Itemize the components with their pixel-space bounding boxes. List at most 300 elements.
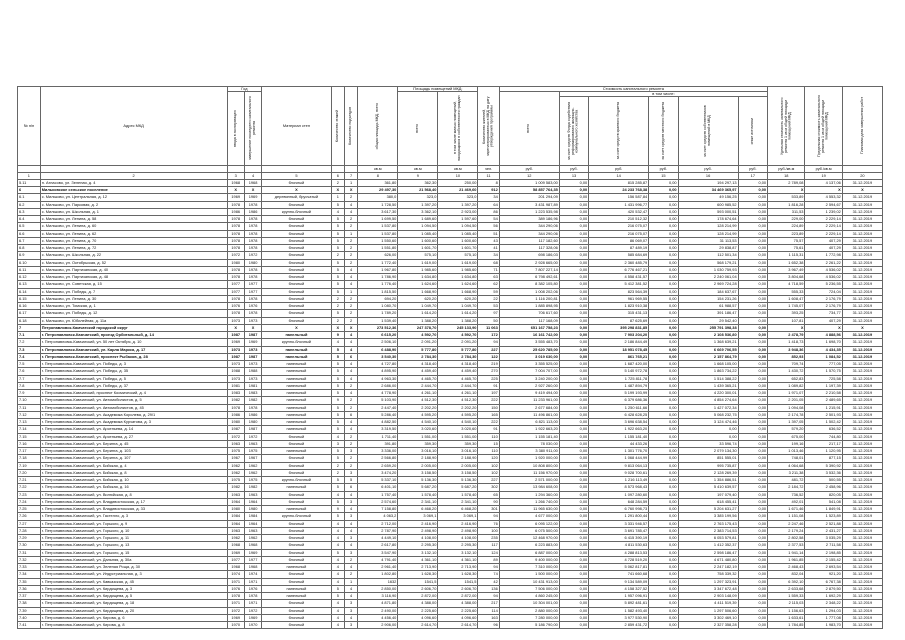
row-floors: 5 [331, 353, 344, 360]
row-total-area: 2 490,00 [358, 607, 398, 614]
row-floors: 1 [331, 194, 344, 201]
row-num: 6.5 [18, 223, 41, 230]
row-cost-all: 11 496 861,00 [499, 411, 559, 418]
row-cost-owners: 4 220 300,01 [678, 390, 738, 397]
row-cost-fund: 0,00 [559, 179, 588, 186]
row-cost-region: 6 415 390,19 [589, 535, 649, 542]
row-residents: 63 [478, 274, 499, 281]
row-cost-owners: 1 412 352,37 [678, 542, 738, 549]
row-area-residents: 5 777,80 [438, 346, 478, 353]
row-cost-owners: 568 179,21 [678, 259, 738, 266]
row-cost-all: 13 984 608,00 [499, 484, 559, 491]
row-address: г. Петропавловск-Камчатский, проспект Космический, д. 4 [40, 390, 227, 397]
row-residents: 97 [478, 310, 499, 317]
row-year-complete: 1978 [244, 593, 261, 600]
row-entrances: 2 [344, 223, 357, 230]
row-area-all: 2 005,00 [398, 462, 438, 469]
row-cost-all: 11 233 961,00 [499, 397, 559, 404]
row-area-all: 3 362,10 [398, 208, 438, 215]
row-area-all: 1 634,80 [398, 274, 438, 281]
row-residents: 86 [478, 208, 499, 215]
row-total-area: 1 537,80 [358, 230, 398, 237]
table-row [18, 426, 883, 433]
row-entrances: 2 [344, 194, 357, 201]
row-entrances: 4 [344, 426, 357, 433]
row-address: г. Петропавловск-Камчатский, ул. Беринга, д. 45 [40, 440, 227, 447]
table-row [18, 382, 883, 389]
row-year-complete: 1973 [244, 361, 261, 368]
row-unit-cost: X [768, 324, 805, 331]
row-cost-local: 0,00 [649, 187, 678, 194]
row-num: 7.20 [18, 469, 41, 476]
row-cost-fund: 0,00 [559, 484, 588, 491]
row-limit-cost: 2 594,67 [805, 201, 842, 208]
row-wall-material: X [262, 324, 331, 331]
row-wall-material: панельный [262, 593, 331, 600]
row-num: 7 [18, 324, 41, 331]
row-deadline: 31.12.2019 [842, 194, 882, 201]
row-cost-other: 0,00 [738, 527, 767, 534]
row-entrances: 2 [344, 245, 357, 252]
row-cost-region: 210 512,32 [589, 216, 649, 223]
row-unit-cost: X [768, 187, 805, 194]
row-cost-local: 0,00 [649, 324, 678, 331]
row-num: 6.14 [18, 288, 41, 295]
row-cost-all: 6 821 113,00 [499, 419, 559, 426]
col-num-header: № п/п [18, 87, 41, 166]
row-year-commission: 1973 [227, 361, 244, 368]
row-cost-fund: 0,00 [559, 230, 588, 237]
row-unit-cost: 492,01 [768, 498, 805, 505]
table-row [18, 542, 883, 549]
row-residents: 114 [478, 607, 499, 614]
table-row [18, 179, 883, 186]
row-cost-owners: 0,00 [678, 426, 738, 433]
row-residents: 41 [478, 245, 499, 252]
row-cost-other: 0,00 [738, 462, 767, 469]
row-area-all: 6 468,20 [398, 506, 438, 513]
row-total-area: 1632 [358, 578, 398, 585]
row-entrances: 4 [344, 390, 357, 397]
row-unit-cost: 3 804,68 [768, 274, 805, 281]
row-cost-fund: 0,00 [559, 614, 588, 621]
row-cost-local: 0,00 [649, 245, 678, 252]
row-cost-owners: 391 186,47 [678, 310, 738, 317]
col-floors-header: Количество этажей [331, 87, 344, 166]
row-cost-local: 0,00 [649, 549, 678, 556]
row-year-commission: 1968 [227, 179, 244, 186]
row-wall-material: блочный [262, 535, 331, 542]
col-cost-other-header: иные источники [738, 96, 767, 165]
row-num: 6.9 [18, 252, 41, 259]
row-year-commission: 1962 [227, 469, 244, 476]
unit-cell: руб. [499, 165, 559, 172]
row-unit-cost: 223,89 [768, 230, 805, 237]
row-unit-cost: 1 608,47 [768, 295, 805, 302]
row-area-residents: 4 540,10 [438, 419, 478, 426]
row-deadline: 31.12.2019 [842, 506, 882, 513]
row-cost-all: 7 280 000,00 [499, 614, 559, 621]
row-unit-cost: 1 671,46 [768, 506, 805, 513]
row-cost-other: 0,00 [738, 208, 767, 215]
row-address: г. Петропавловск-Камчатский, ул. Горького, д. 11 [40, 535, 227, 542]
row-address: Петропавловск-Камчатский городской округ [40, 324, 227, 331]
row-cost-fund: 0,00 [559, 549, 588, 556]
row-unit-cost: 481,72 [768, 477, 805, 484]
table-row [18, 433, 883, 440]
table-row [18, 281, 883, 288]
row-cost-other: 0,00 [738, 201, 767, 208]
row-num: 7.11 [18, 404, 41, 411]
row-cost-owners: 2 157 864,79 [678, 353, 738, 360]
row-cost-owners: 758 339,32 [678, 571, 738, 578]
row-total-area: 1 772,40 [358, 259, 398, 266]
row-cost-other: 0,00 [738, 223, 767, 230]
row-unit-cost: 4 064,68 [768, 462, 805, 469]
row-cost-other: 0,00 [738, 433, 767, 440]
row-unit-cost: 852,93 [768, 353, 805, 360]
row-wall-material: блочный [262, 274, 331, 281]
row-total-area: 1 776,40 [358, 281, 398, 288]
row-num: 7.36 [18, 585, 41, 592]
row-total-area: 626,00 [358, 252, 398, 259]
row-deadline: 31.12.2019 [842, 216, 882, 223]
row-address: г. Петропавловск-Камчатский, ул. Дальняя, д. 30а [40, 556, 227, 563]
row-area-residents: 2 091,20 [438, 339, 478, 346]
row-wall-material: блочный [262, 310, 331, 317]
row-area-residents: 6 468,20 [438, 506, 478, 513]
row-cost-all: 7 506 000,00 [499, 585, 559, 592]
row-year-complete: 1962 [244, 462, 261, 469]
table-row [18, 462, 883, 469]
row-wall-material: крупно-блочный [262, 208, 331, 215]
row-residents: 150 [478, 404, 499, 411]
row-entrances: 3 [344, 600, 357, 607]
row-residents: 56 [478, 223, 499, 230]
row-floors: 5 [331, 259, 344, 266]
row-entrances: X [344, 324, 357, 331]
column-number-cell: 10 [438, 172, 478, 179]
row-cost-owners: 33 596,74 [678, 440, 738, 447]
row-cost-other: 0,00 [738, 614, 767, 621]
row-cost-fund: 0,00 [559, 404, 588, 411]
row-deadline: 31.12.2019 [842, 237, 882, 244]
row-deadline: 31.12.2019 [842, 462, 882, 469]
row-deadline: 31.12.2019 [842, 310, 882, 317]
row-entrances: 2 [344, 571, 357, 578]
row-address: г. Петропавловск-Камчатский, ул. Карла Маркса, д. 17 [40, 346, 227, 353]
row-deadline: 31.12.2019 [842, 578, 882, 585]
row-total-area: 2 787,90 [358, 527, 398, 534]
row-wall-material: блочный [262, 462, 331, 469]
row-cost-local: 0,00 [649, 237, 678, 244]
row-num: 6.13 [18, 281, 41, 288]
row-cost-region: 1 291 800,44 [589, 513, 649, 520]
row-floors: 2 [331, 303, 344, 310]
row-limit-cost: 1 523,89 [805, 513, 842, 520]
row-year-commission: 1978 [227, 201, 244, 208]
row-cost-fund: 0,00 [559, 433, 588, 440]
row-cost-fund: 0,00 [559, 353, 588, 360]
row-total-area: 3 617,30 [358, 208, 398, 215]
row-residents: 62 [478, 281, 499, 288]
row-cost-other: 0,00 [738, 491, 767, 498]
row-area-residents: 4 261,10 [438, 390, 478, 397]
row-deadline: 31.12.2019 [842, 469, 882, 476]
row-cost-fund: 0,00 [559, 208, 588, 215]
row-cost-fund: 0,00 [559, 390, 588, 397]
row-year-complete: 1987 [244, 332, 261, 339]
row-area-residents: 575,10 [438, 252, 478, 259]
row-limit-cost: 2 229,14 [805, 216, 842, 223]
row-residents: 65 [478, 491, 499, 498]
row-cost-region: 9 134 589,09 [589, 578, 649, 585]
row-cost-fund: 0,00 [559, 607, 588, 614]
row-limit-cost: 921,20 [805, 571, 842, 578]
row-area-residents: 3 069,1 [438, 513, 478, 520]
row-entrances: 3 [344, 513, 357, 520]
row-area-all: 1 624,60 [398, 281, 438, 288]
row-cost-fund: 0,00 [559, 295, 588, 302]
row-cost-other: 0,00 [738, 593, 767, 600]
row-cost-all: 2 571 000,00 [499, 477, 559, 484]
col-year-group-header: Год [227, 87, 262, 92]
row-cost-region: 585 684,69 [589, 252, 649, 259]
row-num: 7.31 [18, 549, 41, 556]
row-wall-material: блочный [262, 230, 331, 237]
row-area-all: 21 568,40 [398, 187, 438, 194]
row-total-area: 3 474,20 [358, 469, 398, 476]
table-row [18, 361, 883, 368]
row-residents: 68 [478, 259, 499, 266]
row-area-residents: 2 923,00 [438, 208, 478, 215]
row-address: с. Мильково, ул. Партизанская, д. 40 [40, 266, 227, 273]
row-num: 6.15 [18, 295, 41, 302]
row-residents: 50 [478, 317, 499, 324]
row-cost-fund: 0,00 [559, 339, 588, 346]
row-deadline: 31.12.2019 [842, 433, 882, 440]
row-num: 7.1 [18, 332, 41, 339]
row-year-commission: 1973 [227, 375, 244, 382]
row-entrances: 2 [344, 303, 357, 310]
row-address: г. Петропавловск-Камчатский, ул. Арсеньева, д. 27 [40, 433, 227, 440]
row-num: 7.28 [18, 527, 41, 534]
row-entrances: 2 [344, 433, 357, 440]
row-unit-cost: 75,57 [768, 237, 805, 244]
row-deadline: 31.12.2019 [842, 404, 882, 411]
row-cost-fund: 0,00 [559, 571, 588, 578]
row-cost-other: 0,00 [738, 477, 767, 484]
row-cost-owners: 255 791 398,38 [678, 324, 738, 331]
row-year-complete: 1983 [244, 390, 261, 397]
row-area-residents: 2 872,00 [438, 593, 478, 600]
table-row [18, 346, 883, 353]
table-row [18, 397, 883, 404]
row-floors: 5 [331, 477, 344, 484]
row-wall-material: блочный [262, 622, 331, 629]
col-residents-header: Количество жителей, зарегистрированных в МКД на дату утверждения программы [478, 87, 499, 166]
unit-cell: кв.м [398, 165, 438, 172]
unit-cell [842, 165, 882, 172]
row-wall-material: блочный [262, 201, 331, 208]
row-floors: 5 [331, 346, 344, 353]
row-cost-other: 0,00 [738, 216, 767, 223]
row-deadline: 31.12.2019 [842, 259, 882, 266]
row-cost-local: 0,00 [649, 361, 678, 368]
row-year-complete: 1964 [244, 520, 261, 527]
row-entrances: 1 [344, 230, 357, 237]
row-unit-cost: 1 418,73 [768, 339, 805, 346]
table-row [18, 440, 883, 447]
row-cost-local: 0,00 [649, 194, 678, 201]
table-row [18, 252, 883, 259]
row-cost-all: 4 860 245,00 [499, 593, 559, 600]
row-cost-region: 216 075,07 [589, 230, 649, 237]
row-residents: 51 [478, 230, 499, 237]
row-entrances: 4 [344, 332, 357, 339]
row-cost-other: 0,00 [738, 484, 767, 491]
row-area-all: 1 601,70 [398, 245, 438, 252]
row-wall-material: блочный [262, 600, 331, 607]
col-area-residents-header: в том числе жилых помещений, находящихся в собственности граждан [438, 91, 478, 165]
row-area-all: 2 416,90 [398, 520, 438, 527]
row-num: 7.9 [18, 390, 41, 397]
row-num: 7.7 [18, 375, 41, 382]
row-address: с. Мильково, ул. Партизанская, д. 48 [40, 274, 227, 281]
table-row [18, 245, 883, 252]
row-cost-other: 0,00 [738, 585, 767, 592]
row-residents: 120 [478, 455, 499, 462]
row-num: 6.4 [18, 216, 41, 223]
row-cost-other: 0,00 [738, 252, 767, 259]
row-cost-local: 0,00 [649, 404, 678, 411]
row-unit-cost: 3 948,36 [768, 346, 805, 353]
row-address: г. Петропавловск-Камчатский, ул. Вилюйская, д. 8 [40, 491, 227, 498]
row-address: г. Петропавловск-Камчатский, ул. Гастелло, д. 3 [40, 513, 227, 520]
row-address: с. Мильково, ул. Ленина, д. 72 [40, 245, 227, 252]
row-year-commission: 1978 [227, 237, 244, 244]
row-num: 6.2 [18, 201, 41, 208]
unit-cell: руб. [738, 165, 767, 172]
row-cost-local: 0,00 [649, 223, 678, 230]
row-floors: 4 [331, 542, 344, 549]
row-cost-all: 1 266 740,00 [499, 498, 559, 505]
row-residents: 172 [478, 332, 499, 339]
table-row [18, 317, 883, 324]
row-wall-material: блочный [262, 578, 331, 585]
row-cost-region: 861 765,21 [589, 353, 649, 360]
row-cost-owners: 49 156,25 [678, 194, 738, 201]
row-limit-cost: 636,52 [805, 426, 842, 433]
row-cost-fund: 0,00 [559, 397, 588, 404]
row-unit-cost: 2 633,68 [768, 585, 805, 592]
row-area-all: 5 687,20 [398, 484, 438, 491]
row-year-complete: 1972 [244, 252, 261, 259]
table-row [18, 201, 883, 208]
row-floors: 4 [331, 527, 344, 534]
row-num: 7.2 [18, 339, 41, 346]
row-floors: 5 [331, 266, 344, 273]
row-year-commission: 1963 [227, 527, 244, 534]
row-cost-other: 0,00 [738, 194, 767, 201]
row-cost-all: 117 328,06 [499, 245, 559, 252]
row-deadline: 31.12.2019 [842, 513, 882, 520]
row-cost-owners: 2 969 724,28 [678, 281, 738, 288]
row-total-area: 1 550,60 [358, 237, 398, 244]
row-cost-owners: 2 763 175,43 [678, 520, 738, 527]
row-address: г. Петропавловск-Камчатский, проспект Рыбаков, д. 28 [40, 353, 227, 360]
row-wall-material: панельный [262, 368, 331, 375]
table-row [18, 455, 883, 462]
row-unit-cost: 1 559,33 [768, 593, 805, 600]
row-total-area: 1 539,40 [358, 317, 398, 324]
row-limit-cost: 4 434,35 [805, 346, 842, 353]
row-address: г. Петропавловск-Камчатский, ул. Владивостокская, д. 33 [40, 506, 227, 513]
row-cost-other: 0,00 [738, 506, 767, 513]
row-year-commission: 1967 [227, 455, 244, 462]
row-residents: 302 [478, 484, 499, 491]
row-year-commission: 1972 [227, 607, 244, 614]
row-cost-all: 6 075 500,00 [499, 527, 559, 534]
table-row [18, 230, 883, 237]
row-year-complete: 1978 [244, 295, 261, 302]
row-num: 6.18 [18, 317, 41, 324]
row-area-all: 3 020,60 [398, 426, 438, 433]
row-cost-other: 0,00 [738, 448, 767, 455]
row-entrances: 4 [344, 520, 357, 527]
row-total-area: 5 103,90 [358, 397, 398, 404]
row-cost-region: 5 892 481,61 [589, 600, 649, 607]
row-year-commission: 1978 [227, 593, 244, 600]
row-unit-cost: 1 816,28 [768, 201, 805, 208]
row-year-commission: 1977 [227, 288, 244, 295]
row-total-area: 3 336,00 [358, 448, 398, 455]
row-cost-all: 201 294,09 [499, 194, 559, 201]
row-address: г. Петропавловск-Камчатский, ул. Академика Курчатова, д. 3 [40, 419, 227, 426]
row-deadline: 31.12.2019 [842, 295, 882, 302]
row-entrances: 6 [344, 484, 357, 491]
row-floors: 4 [331, 622, 344, 629]
row-year-complete: 1967 [244, 455, 261, 462]
row-total-area: 1 537,80 [358, 223, 398, 230]
row-num: 7.32 [18, 556, 41, 563]
row-area-residents: 1 634,80 [438, 274, 478, 281]
row-year-commission: 1969 [227, 339, 244, 346]
row-cost-local: 0,00 [649, 542, 678, 549]
row-residents: 76 [478, 520, 499, 527]
row-address: с. Мильково, ул. Ленина, д. 30 [40, 295, 227, 302]
row-cost-region: 86 069,07 [589, 237, 649, 244]
row-area-all: 3 069,1 [398, 513, 438, 520]
row-year-complete: 1986 [244, 208, 261, 215]
row-cost-all: 2 677 684,00 [499, 404, 559, 411]
row-limit-cost: 217,17 [805, 440, 842, 447]
row-cost-fund: 0,00 [559, 252, 588, 259]
row-num: 7.40 [18, 614, 41, 621]
row-cost-other: 0,00 [738, 600, 767, 607]
row-limit-cost: 2 501,93 [805, 411, 842, 418]
row-unit-cost: 1 013,46 [768, 448, 805, 455]
row-deadline: 31.12.2019 [842, 368, 882, 375]
row-cost-local: 0,00 [649, 578, 678, 585]
row-cost-fund: 0,00 [559, 266, 588, 273]
row-area-residents: 1 388,20 [438, 317, 478, 324]
row-cost-region: 5 062 817,81 [589, 564, 649, 571]
row-residents: 912 [478, 187, 499, 194]
row-address: г. Петропавловск-Камчатский, ул. Бийская, д. 10 [40, 477, 227, 484]
row-deadline: 31.12.2019 [842, 245, 882, 252]
row-cost-local: 0,00 [649, 208, 678, 215]
